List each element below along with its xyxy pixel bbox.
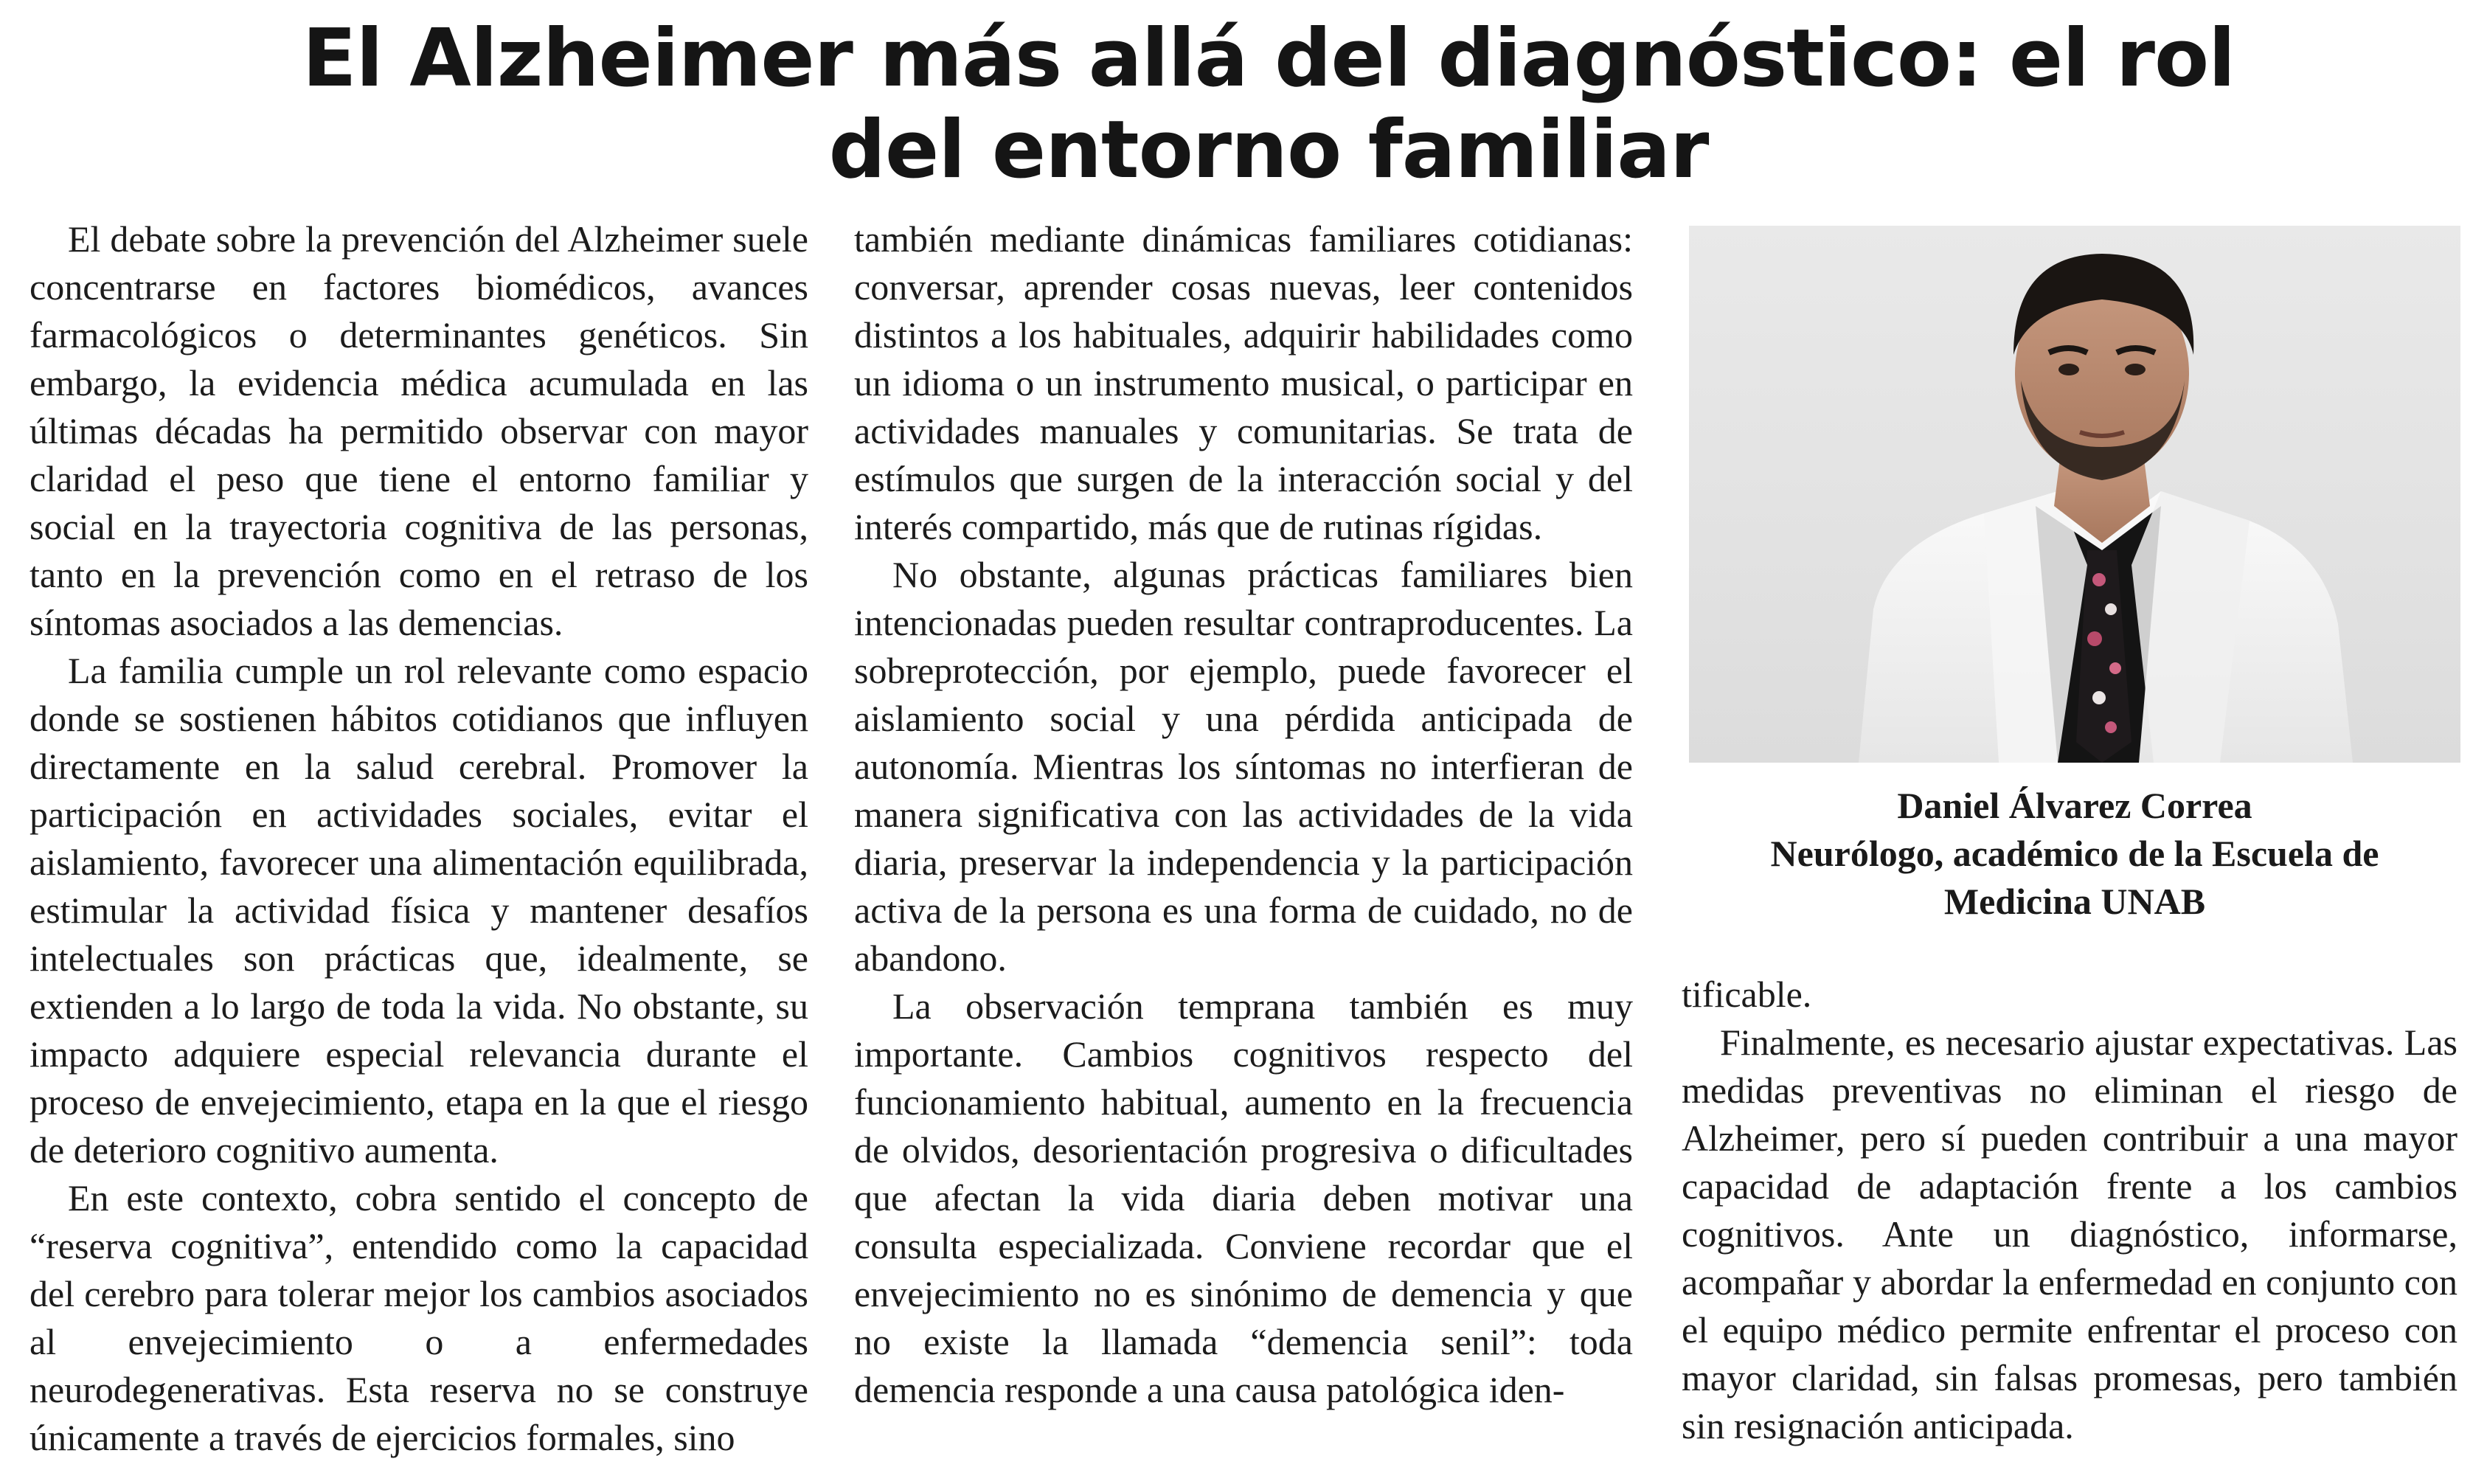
paragraph: La observación temprana también es muy importante. Cambios cognitivos respecto del funcionamiento habitual, aumento en la frecuencia de olvidos, desorientación progresiva o dificultades que afectan la vida diaria deben motivar una consulta especializada. Conviene recordar que el envejecimiento no es sinónimo de demencia y que no existe la llamada “demencia senil”: toda demencia responde a una causa patológica iden-: [854, 985, 1633, 1410]
author-name: Daniel Álvarez Correa: [1897, 785, 2252, 826]
author-photo: [1689, 226, 2460, 763]
paragraph: La familia cumple un rol relevante como espacio donde se sostienen hábitos cotidianos que influyen directamente en la salud cerebral. Promover la participación en actividades sociales, evitar el aislamiento, favorecer una alimentación equilibrada, estimular la actividad física y mantener desafíos intelectuales son prácticas que, idealmente, se extienden a lo largo de toda la vida. No obstante, su impacto adquiere especial relevancia durante el proceso de envejecimiento, etapa en la que el riesgo de deterioro cognitivo aumenta.: [30, 650, 808, 1171]
article-column-3: [1682, 971, 2457, 1450]
headline-line-1: El Alzheimer más allá del diagnóstico: el rol: [302, 13, 2235, 105]
author-title-line-1: Neurólogo, académico de la Escuela de: [1770, 833, 2379, 874]
paragraph: El debate sobre la prevención del Alzheimer suele concentrarse en factores biomédicos, avances farmacológicos o determinantes genéticos. Sin embargo, la evidencia médica acumulada en las últimas décadas ha permitido observar con mayor claridad el peso que tiene el entorno familiar y social en la trayectoria cognitiva de las personas, tanto en la prevención como en el retraso de los síntomas asociados a las demencias.: [30, 218, 808, 643]
paragraph: Finalmente, es necesario ajustar expectativas. Las medidas preventivas no eliminan el riesgo de Alzheimer, pero sí pueden contribuir a una mayor capacidad de adaptación frente a los cambios cognitivos. Ante un diagnóstico, informarse, acompañar y abordar la enfermedad en conjunto con el equipo médico permite enfrentar el proceso con mayor claridad, sin falsas promesas, pero también sin resignación anticipada.: [1682, 1022, 2457, 1446]
article-column-2: [854, 215, 1633, 1414]
author-caption: [1689, 782, 2460, 926]
article-column-1: [30, 215, 808, 1462]
paragraph-continued: también mediante dinámicas familiares cotidianas: conversar, aprender cosas nuevas, leer contenidos distintos a los habituales, adquirir habilidades como un idioma o un instrumento musical, o participar en actividades manuales y comunitarias. Se trata de estímulos que surgen de la interacción social y del interés compartido, más que de rutinas rígidas.: [854, 218, 1633, 547]
headline-line-2: del entorno familiar: [828, 104, 1709, 196]
paragraph: En este contexto, cobra sentido el concepto de “reserva cognitiva”, entendido como la capacidad del cerebro para tolerar mejor los cambios asociados al envejecimiento o a enfermedades neurodegenerativas. Esta reserva no se construye únicamente a través de ejercicios formales, sino: [30, 1177, 808, 1458]
author-title-line-2: Medicina UNAB: [1943, 881, 2206, 922]
paragraph-continued: tificable.: [1682, 974, 1812, 1015]
paragraph: No obstante, algunas prácticas familiares bien intencionadas pueden resultar contraproducentes. La sobreprotección, por ejemplo, puede favorecer el aislamiento social y una pérdida anticipada de autonomía. Mientras los síntomas no interfieran de manera significativa con las actividades de la vida diaria, preservar la independencia y la participación activa de la persona es una forma de cuidado, no de abandono.: [854, 554, 1633, 979]
headline: [162, 13, 2375, 196]
